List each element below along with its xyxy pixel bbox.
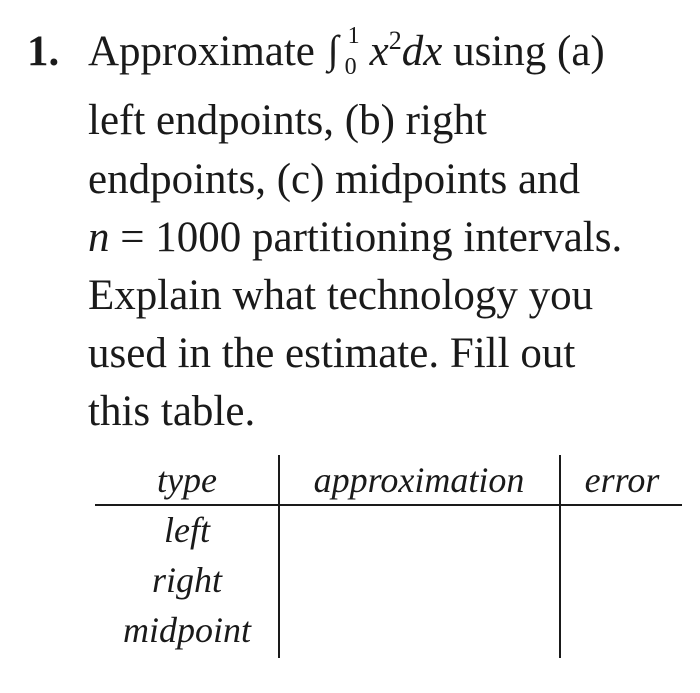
problem-line-3: endpoints, (c) midpoints and bbox=[88, 156, 581, 203]
problem-line-2: left endpoints, (b) right bbox=[88, 97, 487, 144]
integral-sign: ∫ bbox=[327, 27, 339, 72]
math-variable-n: n bbox=[88, 214, 110, 261]
table-header-rule bbox=[95, 504, 682, 506]
table-row-midpoint-type: midpoint bbox=[122, 610, 251, 650]
integrand-base: x bbox=[369, 28, 389, 75]
integral-upper-limit: 1 bbox=[347, 23, 360, 49]
math-equals: = bbox=[109, 214, 156, 261]
table-header-error: error bbox=[584, 460, 660, 500]
table-row-left-type: left bbox=[164, 510, 210, 550]
table-column-divider-2 bbox=[559, 455, 561, 658]
problem-intro-tail: using (a) bbox=[453, 28, 605, 75]
math-number: 1000 bbox=[155, 214, 242, 261]
problem-line-6: used in the estimate. Fill out bbox=[88, 330, 576, 377]
table-header-approximation: approximation bbox=[313, 460, 525, 500]
problem-line-4-tail: partitioning intervals. bbox=[241, 214, 623, 261]
integral-lower-limit: 0 bbox=[344, 54, 357, 80]
table-header-type: type bbox=[157, 460, 217, 500]
problem-number: 1. bbox=[27, 28, 60, 75]
problem-line-5: Explain what technology you bbox=[88, 272, 594, 319]
table-column-divider-1 bbox=[278, 455, 280, 658]
problem-intro-text: Approximate bbox=[88, 28, 315, 75]
table-row-right-type: right bbox=[151, 560, 222, 600]
integrand-exponent: 2 bbox=[388, 26, 402, 55]
problem-line-7: this table. bbox=[88, 388, 256, 435]
integral-differential: dx bbox=[401, 28, 443, 75]
